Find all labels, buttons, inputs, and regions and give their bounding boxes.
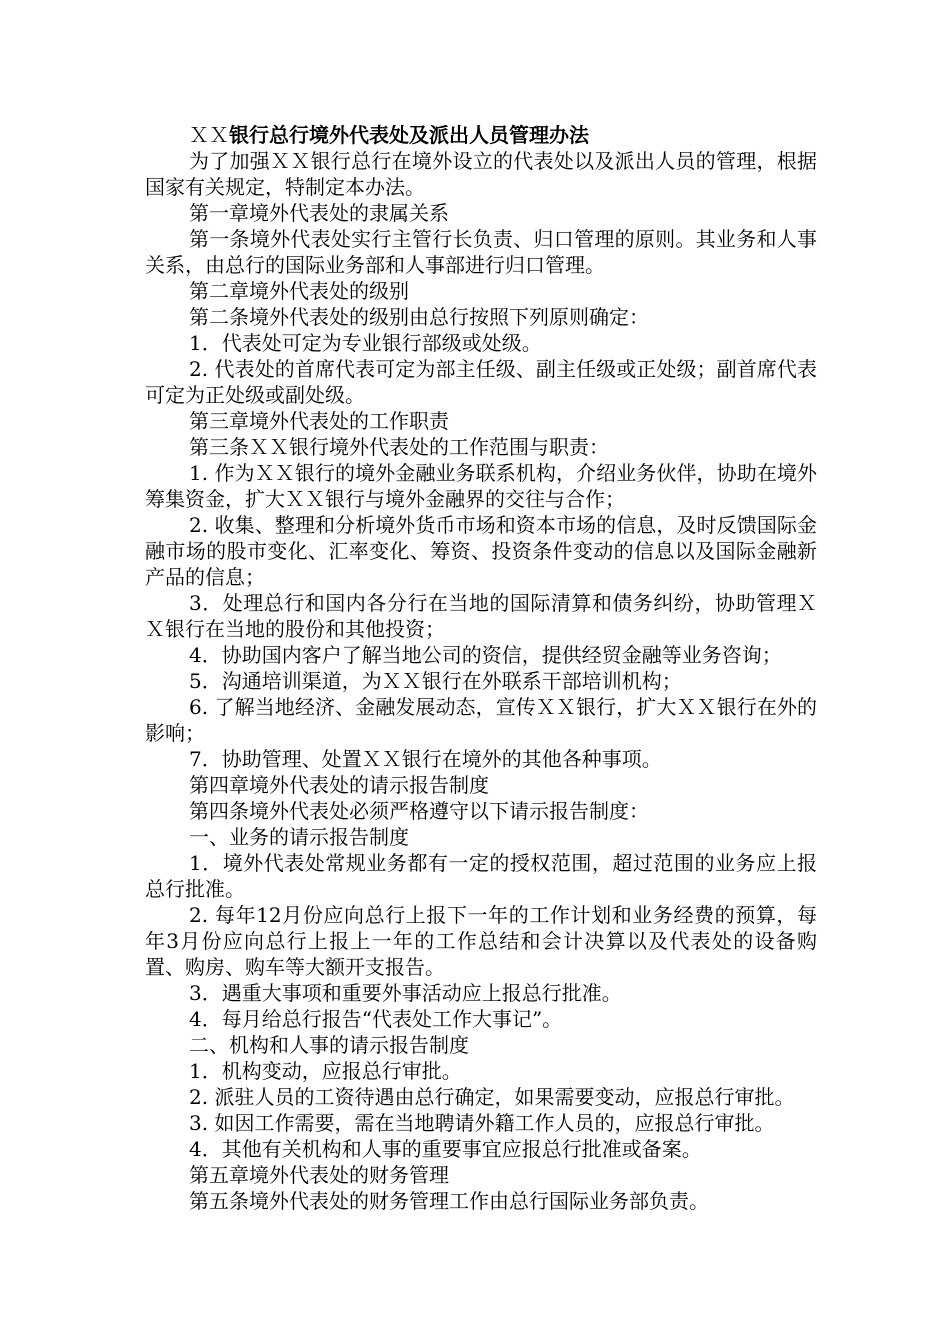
- article-paragraph: 第二条境外代表处的级别由总行按照下列原则确定：: [189, 305, 649, 329]
- list-item: 1．境外代表处常规业务都有一定的授权范围，超过范围的业务应上报总行批准。: [145, 851, 817, 901]
- list-item: 4．协助国内客户了解当地公司的资信，提供经贸金融等业务咨询；: [189, 643, 782, 667]
- list-item: 2. 每年12月份应向总行上报下一年的工作计划和业务经费的预算，每年3月份应向总行上报上一年的工作总结和会计决算以及代表处的设备购置、购房、购车等大额开支报告。: [145, 903, 817, 979]
- chapter-heading: 第三章境外代表处的工作职责: [189, 409, 449, 433]
- list-item: 2. 代表处的首席代表可定为部主任级、副主任级或正处级；副首席代表可定为正处级或副处级。: [145, 357, 817, 407]
- article-paragraph: 第五条境外代表处的财务管理工作由总行国际业务部负责。: [189, 1189, 709, 1213]
- document-body: [145, 122, 817, 1214]
- chapter-heading: 第五章境外代表处的财务管理: [189, 1163, 449, 1187]
- list-item: 3. 如因工作需要，需在当地聘请外籍工作人员的，应报总行审批。: [189, 1111, 775, 1135]
- list-item: 3．遇重大事项和重要外事活动应上报总行批准。: [189, 981, 622, 1005]
- list-item: 1．代表处可定为专业银行部级或处级。: [189, 331, 542, 355]
- list-item: 3．处理总行和国内各分行在当地的国际清算和债务纠纷，协助管理ＸＸ银行在当地的股份和其他投资；: [145, 591, 817, 641]
- list-item: 4．其他有关机构和人事的重要事宜应报总行批准或备案。: [189, 1137, 702, 1161]
- list-item: 2. 收集、整理和分析境外货币市场和资本市场的信息，及时反馈国际金融市场的股市变化、汇率变化、筹资、投资条件变动的信息以及国际金融新产品的信息；: [145, 513, 817, 589]
- list-item: 1. 作为ＸＸ银行的境外金融业务联系机构，介绍业务伙伴，协助在境外筹集资金，扩大ＸＸ银行与境外金融界的交往与合作；: [145, 461, 817, 511]
- document-title-text: 银行总行境外代表处及派出人员管理办法: [229, 123, 589, 147]
- preamble-paragraph: 为了加强ＸＸ银行总行在境外设立的代表处以及派出人员的管理，根据国家有关规定，特制定本办法。: [145, 149, 817, 199]
- list-item: 2. 派驻人员的工资待遇由总行确定，如果需要变动，应报总行审批。: [189, 1085, 795, 1109]
- list-item: 6. 了解当地经济、金融发展动态，宣传ＸＸ银行，扩大ＸＸ银行在外的影响；: [145, 695, 817, 745]
- chapter-heading: 第一章境外代表处的隶属关系: [189, 201, 449, 225]
- list-item: 7．协助管理、处置ＸＸ银行在境外的其他各种事项。: [189, 747, 662, 771]
- section-heading: 一、业务的请示报告制度: [189, 825, 409, 849]
- chapter-heading: 第四章境外代表处的请示报告制度: [189, 773, 489, 797]
- article-paragraph: 第三条ＸＸ银行境外代表处的工作范围与职责：: [189, 435, 609, 459]
- document-title-prefix: ＸＸ: [189, 123, 229, 147]
- section-heading: 二、机构和人事的请示报告制度: [189, 1033, 469, 1057]
- list-item: 5．沟通培训渠道，为ＸＸ银行在外联系干部培训机构；: [189, 669, 682, 693]
- list-item: 4．每月给总行报告“代表处工作大事记”。: [189, 1007, 563, 1031]
- chapter-heading: 第二章境外代表处的级别: [189, 279, 409, 303]
- article-paragraph: 第四条境外代表处必须严格遵守以下请示报告制度：: [189, 799, 649, 823]
- list-item: 1．机构变动，应报总行审批。: [189, 1059, 462, 1083]
- document-title: [145, 122, 817, 148]
- article-paragraph: 第一条境外代表处实行主管行长负责、归口管理的原则。其业务和人事关系，由总行的国际业务部和人事部进行归口管理。: [145, 227, 817, 277]
